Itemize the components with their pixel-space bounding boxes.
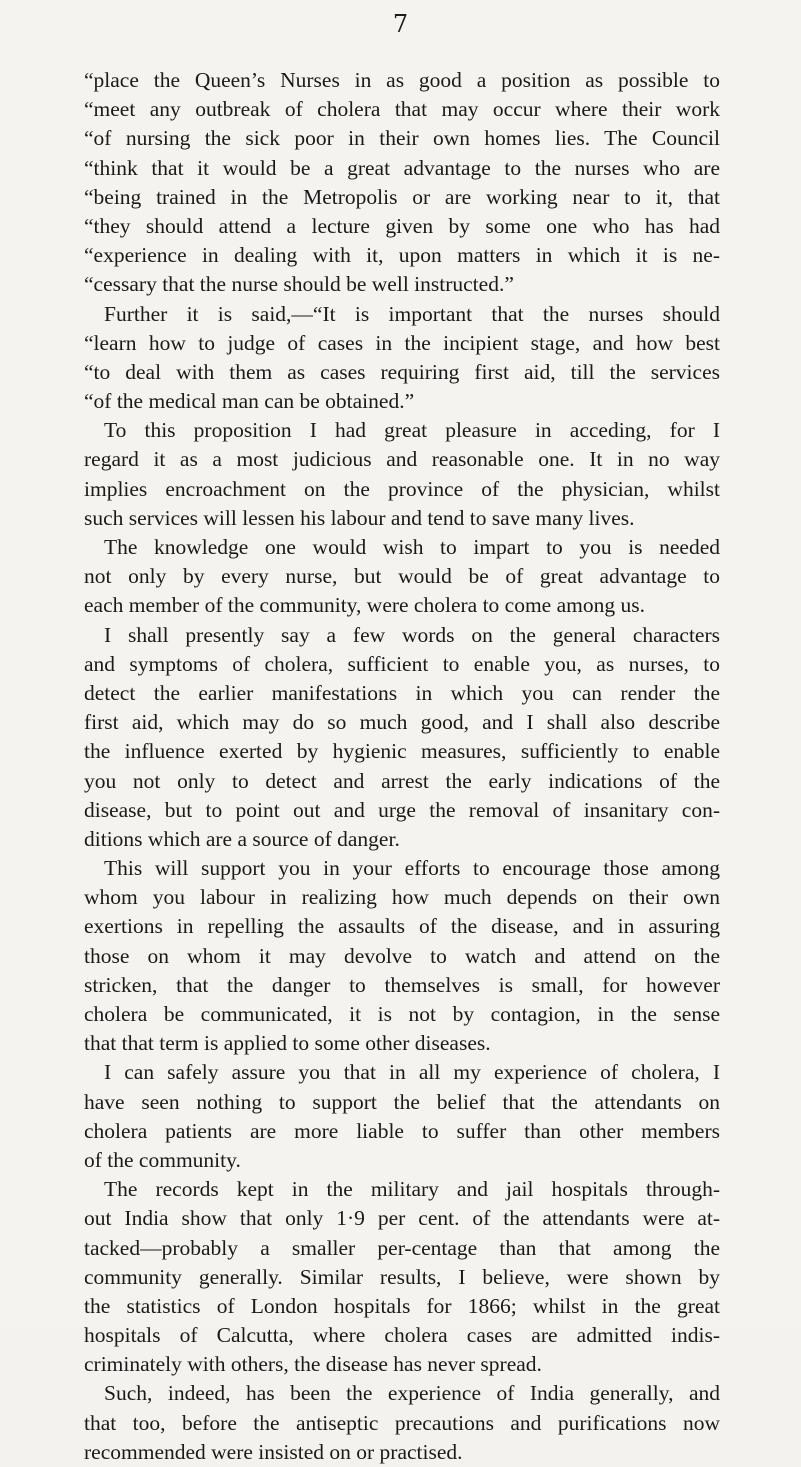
text-line: and symptoms of cholera, sufficient to enable you, as nurses, to [84, 651, 720, 676]
text-line: “place the Queen’s Nurses in as good a position as possible to [84, 68, 720, 92]
text-line: the statistics of London hospitals for 1866; whilst in the great [84, 1293, 720, 1318]
text-line: stricken, that the danger to themselves is small, for however [84, 972, 720, 997]
text-line: To this proposition I had great pleasure in acceding, for I [104, 418, 720, 443]
text-line: “experience in dealing with it, upon matters in which it is ne- [84, 243, 720, 268]
text-line: Such, indeed, has been the experience of India generally, and [104, 1381, 720, 1406]
text-line: tacked—probably a smaller per-centage than that among the [84, 1235, 720, 1260]
text-line: “cessary that the nurse should be well instructed.” [84, 272, 514, 297]
text-line: The knowledge one would wish to impart to you is needed [104, 535, 720, 559]
page-number: 7 [392, 10, 409, 38]
text-line: cholera patients are more liable to suffer than other members [84, 1118, 720, 1143]
text-line: each member of the community, were cholera to come among us. [84, 593, 645, 618]
text-line: I shall presently say a few words on the general characters [104, 622, 720, 647]
text-line: ditions which are a source of danger. [84, 826, 400, 851]
text-line: community generally. Similar results, I believe, were shown by [84, 1264, 720, 1289]
text-line: I can safely assure you that in all my experience of cholera, I [104, 1060, 720, 1085]
text-line: cholera be communicated, it is not by contagion, in the sense [84, 1002, 720, 1026]
text-line: detect the earlier manifestations in which you can render the [84, 680, 720, 705]
text-line: Further it is said,—“It is important that the nurses should [104, 301, 720, 326]
text-line: the influence exerted by hygienic measures, sufficiently to enable [84, 739, 720, 764]
text-line: “being trained in the Metropolis or are working near to it, that [84, 184, 720, 209]
text-line: “learn how to judge of cases in the incipient stage, and how best [84, 330, 720, 355]
text-line: implies encroachment on the province of the physician, whilst [84, 476, 720, 501]
text-line: out India show that only 1·9 per cent. of the attendants were at- [84, 1206, 720, 1231]
text-line: those on whom it may devolve to watch and attend on the [84, 943, 720, 968]
body-text [84, 66, 720, 1467]
text-line: exertions in repelling the assaults of the disease, and in assuring [84, 914, 720, 939]
text-line: not only by every nurse, but would be of great advantage to [84, 564, 720, 589]
text-line: recommended were insisted on or practised. [84, 1439, 463, 1464]
text-line: you not only to detect and arrest the early indications of the [84, 768, 720, 793]
text-line: This will support you in your efforts to encourage those among [104, 856, 720, 881]
text-line: whom you labour in realizing how much depends on their own [84, 885, 720, 910]
text-line: “think that it would be a great advantage to the nurses who are [84, 155, 720, 180]
text-line: criminately with others, the disease has never spread. [84, 1352, 542, 1377]
text-line: of the community. [84, 1147, 241, 1172]
text-line: regard it as a most judicious and reasonable one. It in no way [84, 447, 720, 472]
text-line: “meet any outbreak of cholera that may occur where their work [84, 97, 720, 122]
text-line: The records kept in the military and jail hospitals through- [104, 1177, 720, 1202]
text-line: such services will lessen his labour and tend to save many lives. [84, 505, 635, 530]
text-line: disease, but to point out and urge the removal of insanitary con- [84, 797, 720, 822]
text-line: “of nursing the sick poor in their own homes lies. The Council [84, 126, 720, 151]
text-line: “they should attend a lecture given by some one who has had [84, 213, 720, 238]
text-line: first aid, which may do so much good, and I shall also describe [84, 710, 720, 735]
text-line: hospitals of Calcutta, where cholera cases are admitted indis- [84, 1323, 720, 1348]
text-line: “to deal with them as cases requiring first aid, till the services [84, 359, 720, 384]
text-line: “of the medical man can be obtained.” [84, 389, 415, 414]
text-line: have seen nothing to support the belief that the attendants on [84, 1089, 720, 1114]
text-line: that too, before the antiseptic precautions and purifications now [84, 1410, 720, 1435]
text-line: that that term is applied to some other diseases. [84, 1031, 491, 1056]
